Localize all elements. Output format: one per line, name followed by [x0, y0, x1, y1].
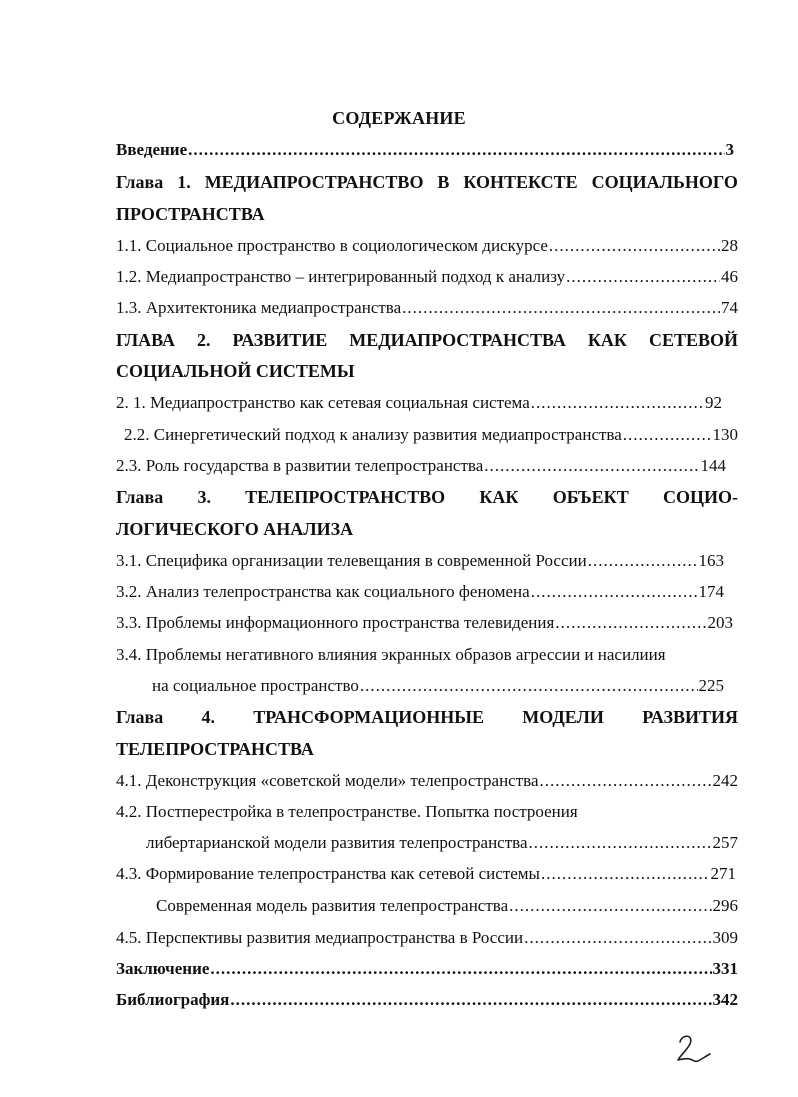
- toc-label: 2.2. Синергетический подход к анализу развития медиапространства: [124, 425, 622, 444]
- dot-leader: [531, 582, 698, 602]
- heading-word: РАЗВИТИЯ: [642, 707, 738, 727]
- heading-word: КАК: [479, 487, 519, 507]
- dot-leader: [402, 298, 720, 318]
- toc-entry-2-3: [116, 456, 726, 476]
- heading-word: ТЕЛЕПРОСТРАНСТВО: [245, 487, 446, 507]
- toc-entry-4-5: [116, 928, 738, 948]
- toc-page-number: 257: [712, 833, 738, 852]
- page-title: СОДЕРЖАНИЕ: [332, 108, 466, 128]
- heading-word: ОБЪЕКТ: [552, 487, 629, 507]
- toc-label: либертарианской модели развития телепространства: [146, 833, 528, 852]
- heading-word: МОДЕЛИ: [522, 707, 604, 727]
- toc-entry-3-4: [152, 676, 724, 696]
- toc-entry-3-1: [116, 551, 724, 571]
- toc-page-number: 3: [725, 140, 734, 159]
- heading-word: Глава: [116, 707, 164, 727]
- toc-page-number: 271: [710, 864, 736, 883]
- heading-word: СОЦИАЛЬНОГО: [591, 172, 738, 192]
- toc-page-number: 130: [712, 425, 738, 444]
- heading-word: В: [437, 172, 450, 192]
- chapter-4-heading: [116, 707, 738, 727]
- toc-page-number: 242: [712, 771, 738, 790]
- toc-entry-4-2-line1: 4.2. Постперестройка в телепространстве. Попытка построения: [116, 802, 578, 821]
- toc-label: 1.3. Архитектоника медиапространства: [116, 298, 402, 317]
- toc-entry-4-3: [116, 864, 736, 884]
- toc-entry-1-1: [116, 236, 738, 256]
- heading-word: 4.: [201, 707, 216, 727]
- chapter-4-heading-cont: ТЕЛЕПРОСТРАНСТВА: [116, 739, 314, 759]
- toc-entry-1-2: [116, 267, 738, 287]
- dot-leader: [360, 676, 698, 696]
- dot-leader: [210, 959, 711, 979]
- toc-entry-2-2: [124, 425, 738, 445]
- toc-page-number: 342: [712, 990, 738, 1009]
- toc-entry-conclusion: [116, 959, 738, 979]
- heading-word: 3.: [197, 487, 211, 507]
- toc-page-number: 225: [698, 676, 724, 695]
- dot-leader: [555, 613, 706, 633]
- heading-word: СЕТЕВОЙ: [648, 330, 738, 350]
- toc-label: 4.1. Деконструкция «советской модели» телепространства: [116, 771, 539, 790]
- toc-page-number: 309: [712, 928, 738, 947]
- heading-word: 1.: [177, 172, 191, 192]
- toc-label: 3.3. Проблемы информационного пространства телевидения: [116, 613, 555, 632]
- dot-leader: [484, 456, 699, 476]
- dot-leader: [623, 425, 712, 445]
- heading-word: КОНТЕКСТЕ: [463, 172, 578, 192]
- chapter-3-heading: [116, 487, 738, 507]
- heading-word: Глава: [116, 172, 164, 192]
- toc-label: Заключение: [116, 959, 210, 978]
- chapter-1-heading-cont: ПРОСТРАНСТВА: [116, 204, 265, 224]
- toc-entry-bibliography: [116, 990, 738, 1010]
- dot-leader: [529, 833, 712, 853]
- heading-word: 2.: [197, 330, 211, 350]
- toc-label: на социальное пространство: [152, 676, 359, 695]
- toc-page-number: 331: [712, 959, 738, 978]
- dot-leader: [230, 990, 711, 1010]
- heading-word: КАК: [587, 330, 627, 350]
- toc-page-number: 28: [721, 236, 738, 255]
- dot-leader: [540, 771, 712, 791]
- toc-page-number: 74: [721, 298, 738, 317]
- dot-leader: [524, 928, 711, 948]
- toc-page-number: 92: [705, 393, 722, 412]
- toc-label: 2.3. Роль государства в развитии телепространства: [116, 456, 484, 475]
- chapter-1-heading: [116, 172, 738, 192]
- toc-page-number: 174: [698, 582, 724, 601]
- dot-leader: [588, 551, 698, 571]
- toc-page-number: 296: [712, 896, 738, 915]
- toc-page-number: 163: [698, 551, 724, 570]
- chapter-2-heading-cont: СОЦИАЛЬНОЙ СИСТЕМЫ: [116, 361, 355, 381]
- heading-word: СОЦИО-: [662, 487, 738, 507]
- toc-label: 3.1. Специфика организации телевещания в современной России: [116, 551, 587, 570]
- heading-word: РАЗВИТИЕ: [232, 330, 328, 350]
- toc-entry-4-4: [156, 896, 738, 916]
- heading-word: ГЛАВА: [116, 330, 176, 350]
- heading-word: ТРАНСФОРМАЦИОННЫЕ: [253, 707, 484, 727]
- heading-word: МЕДИАПРОСТРАНСТВО: [204, 172, 424, 192]
- dot-leader: [549, 236, 720, 256]
- toc-label: 2. 1. Медиапространство как сетевая социальная система: [116, 393, 530, 412]
- toc-entry-4-2: [146, 833, 738, 853]
- toc-entry-3-2: [116, 582, 724, 602]
- toc-entry-3-3: [116, 613, 733, 633]
- toc-entry-4-1: [116, 771, 738, 791]
- chapter-2-heading: [116, 330, 738, 350]
- toc-label: Библиография: [116, 990, 230, 1009]
- handwritten-page-mark: [672, 1028, 720, 1068]
- toc-entry-intro: [116, 140, 734, 160]
- toc-label: Введение: [116, 140, 188, 159]
- toc-entry-2-1: [116, 393, 722, 413]
- dot-leader: [509, 896, 711, 916]
- toc-label: 3.2. Анализ телепространства как социального феномена: [116, 582, 530, 601]
- toc-label: Современная модель развития телепространства: [156, 896, 509, 915]
- dot-leader: [188, 140, 724, 160]
- toc-label: 4.5. Перспективы развития медиапространства в России: [116, 928, 524, 947]
- toc-entry-1-3: [116, 298, 738, 318]
- toc-page-number: 203: [707, 613, 733, 632]
- toc-page-number: 46: [721, 267, 738, 286]
- dot-leader: [541, 864, 710, 884]
- chapter-3-heading-cont: ЛОГИЧЕСКОГО АНАЛИЗА: [116, 519, 354, 539]
- dot-leader: [531, 393, 704, 413]
- toc-label: 1.1. Социальное пространство в социологическом дискурсе: [116, 236, 548, 255]
- dot-leader: [566, 267, 720, 287]
- heading-word: МЕДИАПРОСТРАНСТВА: [349, 330, 566, 350]
- toc-label: 4.3. Формирование телепространства как сетевой системы: [116, 864, 540, 883]
- heading-word: Глава: [116, 487, 164, 507]
- toc-entry-3-4-line1: 3.4. Проблемы негативного влияния экранных образов агрессии и насилиия: [116, 645, 666, 664]
- toc-page-number: 144: [700, 456, 726, 475]
- toc-label: 1.2. Медиапространство – интегрированный подход к анализу: [116, 267, 566, 286]
